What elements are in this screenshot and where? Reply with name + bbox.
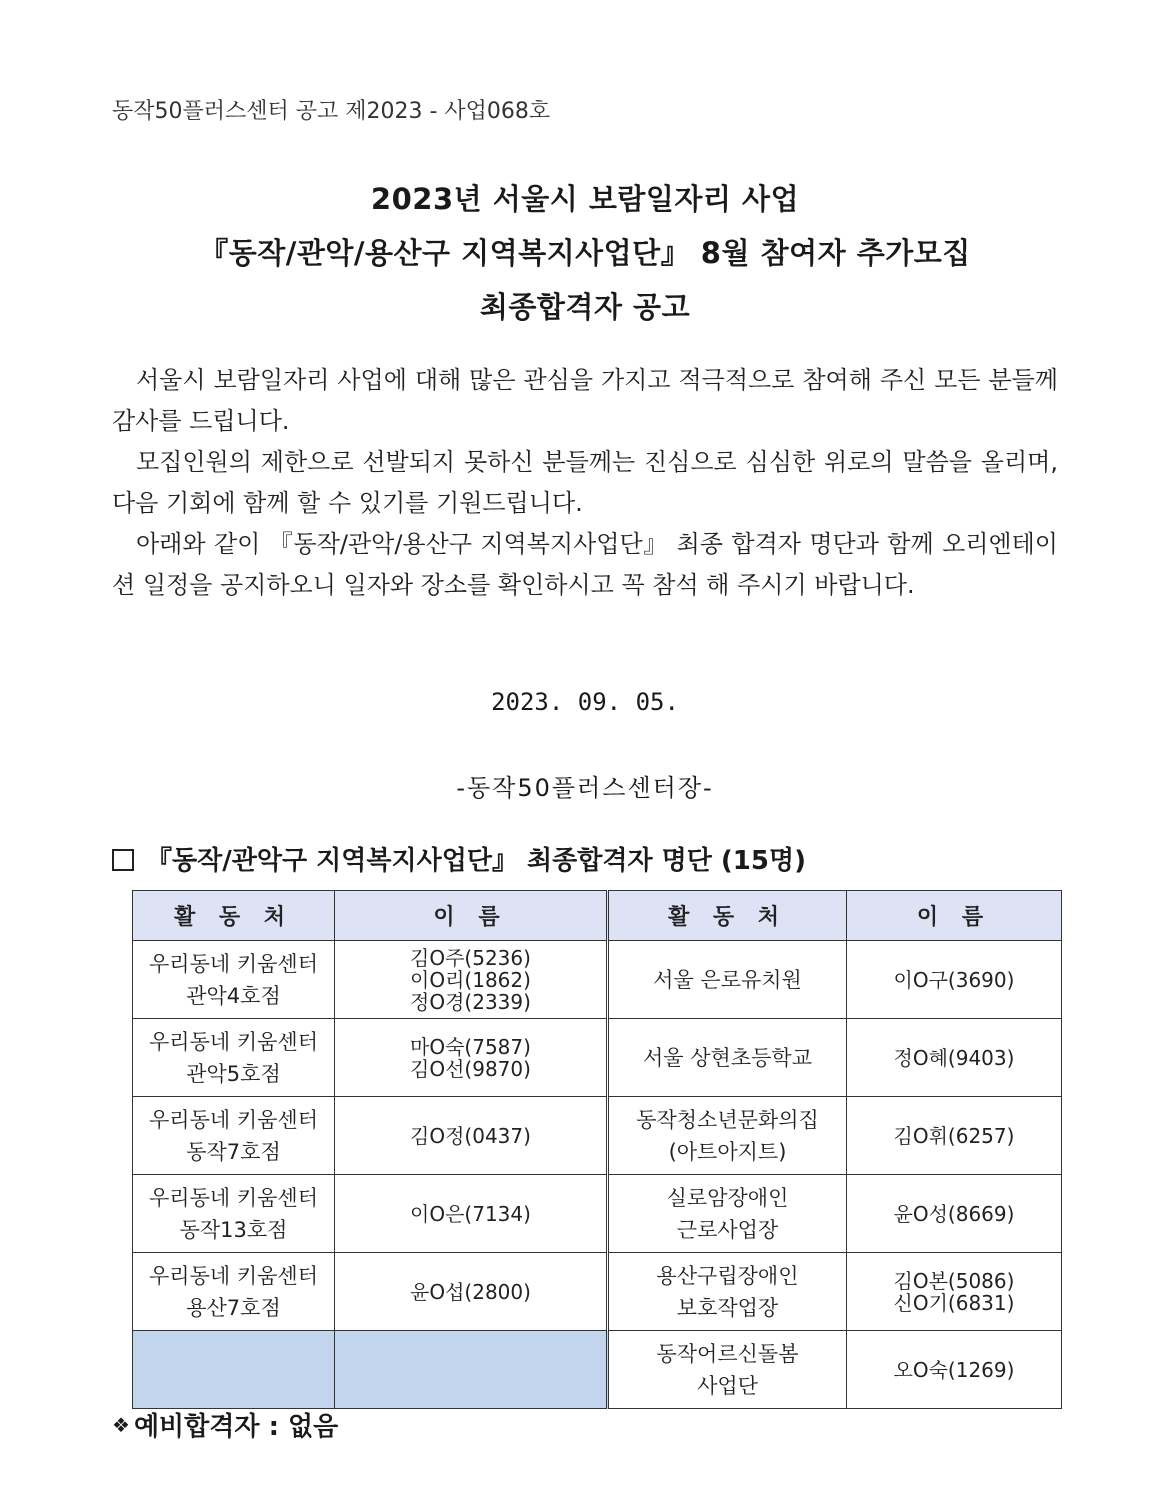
cell-place-right	[608, 941, 847, 1019]
cell-names-right-line: 이O구(3690)	[893, 967, 1015, 992]
cell-names-left-line: 김O정(0437)	[410, 1123, 531, 1148]
cell-names-right	[847, 1175, 1062, 1253]
reserve-note-text: 예비합격자 : 없음	[133, 1412, 339, 1442]
cell-place-right-line: 동작어르신돌봄	[656, 1341, 799, 1366]
title-line-3: 최종합격자 공고	[479, 290, 691, 324]
header-name-right: 이 름	[847, 891, 1062, 941]
cell-names-left	[335, 1019, 608, 1097]
cell-names-right	[847, 1019, 1062, 1097]
cell-place-left-line: 용산7호점	[186, 1295, 281, 1320]
cell-place-left	[133, 1331, 335, 1409]
table-row	[133, 1175, 1062, 1253]
cell-place-right-line: 근로사업장	[676, 1217, 779, 1242]
title-block	[0, 172, 1170, 334]
cell-place-right-line: 사업단	[697, 1373, 758, 1398]
cell-place-right	[608, 1097, 847, 1175]
cell-names-left-line: 김O주(5236)	[410, 945, 531, 970]
table-row	[133, 941, 1062, 1019]
cell-place-right-line: 실로암장애인	[666, 1185, 789, 1210]
cell-place-right-line: 보호작업장	[676, 1295, 779, 1320]
table-header-row	[133, 891, 1062, 941]
cell-place-right	[608, 1175, 847, 1253]
cell-place-left-line: 동작7호점	[186, 1139, 281, 1164]
body-paragraph-3: 아래와 같이 『동작/관악/용산구 지역복지사업단』 최종 합격자 명단과 함께 오리엔테이션 일정을 공지하오니 일자와 장소를 확인하시고 꼭 참석 해 주시기 바랍니다.	[112, 530, 1058, 599]
header-place-right: 활 동 처	[608, 891, 847, 941]
cell-place-right-line: 동작청소년문화의집	[636, 1107, 819, 1132]
cell-names-left-line: 정O경(2339)	[410, 989, 531, 1014]
body-text	[112, 360, 1058, 606]
cell-names-right-line: 김O휘(6257)	[893, 1123, 1015, 1148]
cell-names-right	[847, 941, 1062, 1019]
document-number: 동작50플러스센터 공고 제2023 - 사업068호	[112, 99, 551, 124]
cell-names-left-line: 마O숙(7587)	[410, 1034, 531, 1059]
cell-names-left-line: 이O리(1862)	[410, 967, 531, 992]
cell-names-right	[847, 1253, 1062, 1331]
cell-place-left	[133, 1253, 335, 1331]
table-row	[133, 1253, 1062, 1331]
section-heading	[112, 840, 806, 877]
cell-names-right-line: 오O숙(1269)	[893, 1357, 1015, 1382]
cell-names-right	[847, 1331, 1062, 1409]
header-place-left: 활 동 처	[133, 891, 335, 941]
announcement-date: 2023. 09. 05.	[491, 688, 679, 716]
cell-place-left	[133, 1175, 335, 1253]
header-name-left: 이 름	[335, 891, 608, 941]
cell-place-left-line: 우리동네 키움센터	[149, 1107, 318, 1132]
cell-place-left-line: 우리동네 키움센터	[149, 1029, 318, 1054]
roster-table	[132, 890, 1062, 1409]
cell-place-right	[608, 1019, 847, 1097]
table-row	[133, 1331, 1062, 1409]
cell-place-left	[133, 1019, 335, 1097]
cell-names-left-line: 김O선(9870)	[410, 1056, 531, 1081]
cell-names-right-line: 김O본(5086)	[893, 1268, 1015, 1293]
cell-place-left-line: 관악4호점	[186, 983, 281, 1008]
table-row	[133, 1097, 1062, 1175]
cell-place-left	[133, 1097, 335, 1175]
cell-names-left-line: 윤O섭(2800)	[410, 1279, 531, 1304]
cell-names-left	[335, 1253, 608, 1331]
cell-names-left	[335, 1175, 608, 1253]
cell-place-right-line: 서울 상현초등학교	[643, 1045, 812, 1070]
checkbox-square-icon	[112, 849, 134, 871]
cell-place-right-line: (아트아지트)	[668, 1139, 787, 1164]
cell-names-right-line: 신O기(6831)	[893, 1290, 1015, 1315]
cell-place-right	[608, 1253, 847, 1331]
table-row	[133, 1019, 1062, 1097]
cell-place-left	[133, 941, 335, 1019]
cell-names-left	[335, 1097, 608, 1175]
roster-body	[133, 941, 1062, 1409]
cell-names-right-line: 정O혜(9403)	[893, 1045, 1015, 1070]
cell-names-left	[335, 1331, 608, 1409]
cell-names-right	[847, 1097, 1062, 1175]
cell-place-left-line: 우리동네 키움센터	[149, 1185, 318, 1210]
cell-place-left-line: 우리동네 키움센터	[149, 951, 318, 976]
cell-names-left-line: 이O은(7134)	[410, 1201, 531, 1226]
signer: -동작50플러스센터장-	[456, 774, 714, 802]
title-line-2: 『동작/관악/용산구 지역복지사업단』 8월 참여자 추가모집	[199, 236, 971, 270]
section-heading-text: 『동작/관악구 지역복지사업단』 최종합격자 명단 (15명)	[146, 846, 806, 876]
body-paragraph-1: 서울시 보람일자리 사업에 대해 많은 관심을 가지고 적극적으로 참여해 주신 모든 분들께 감사를 드립니다.	[112, 366, 1058, 435]
cell-names-right-line: 윤O성(8669)	[893, 1201, 1015, 1226]
title-line-1: 2023년 서울시 보람일자리 사업	[370, 182, 800, 216]
diamond-bullet-icon: ❖	[112, 1412, 130, 1437]
cell-place-right-line: 용산구립장애인	[656, 1263, 799, 1288]
cell-place-left-line: 동작13호점	[179, 1217, 288, 1242]
cell-place-right-line: 서울 은로유치원	[653, 967, 802, 992]
cell-place-left-line: 우리동네 키움센터	[149, 1263, 318, 1288]
cell-names-left	[335, 941, 608, 1019]
reserve-note	[112, 1406, 338, 1443]
body-paragraph-2: 모집인원의 제한으로 선발되지 못하신 분들께는 진심으로 심심한 위로의 말씀을 올리며, 다음 기회에 함께 할 수 있기를 기원드립니다.	[112, 448, 1058, 517]
cell-place-right	[608, 1331, 847, 1409]
cell-place-left-line: 관악5호점	[186, 1061, 281, 1086]
